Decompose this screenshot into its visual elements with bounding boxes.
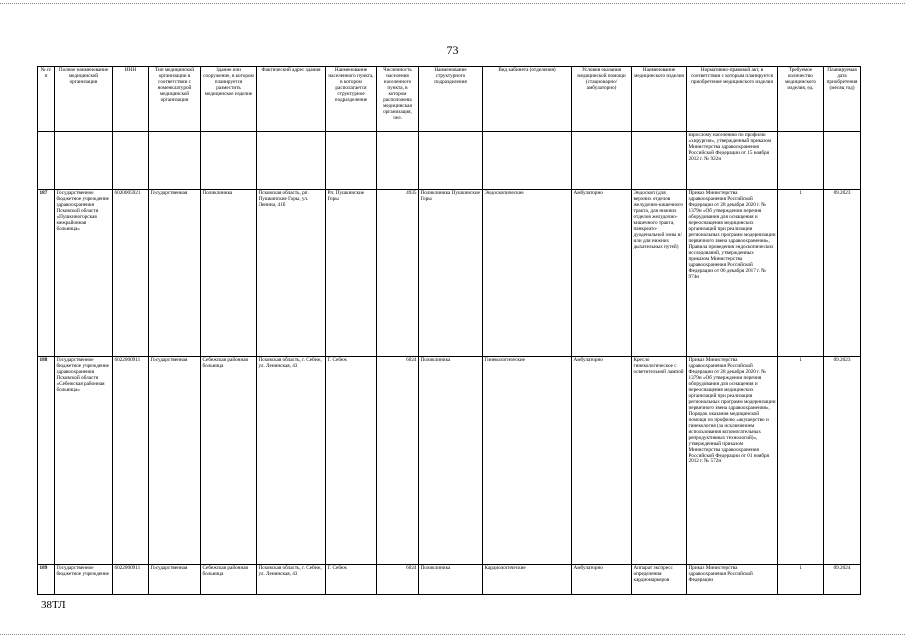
locality: Рп. Пушкинские Горы [326,190,377,357]
unit: Поликлиника [419,565,483,595]
table-row [38,190,861,357]
inn: 6022000911 [113,565,149,595]
conditions: Амбулаторно [572,565,632,595]
unit: Поликлиника Пушкинские Горы [419,190,483,357]
unit: Поликлиника [419,357,483,565]
cabinet: Гинекологические [483,357,572,565]
population: 6024 [377,357,419,565]
footer-code: 38ТЛ [41,599,66,611]
header-cell: № п/п [38,67,55,132]
address: Псковская область, рп. Пушкинские Горы, ул. Ленина, 41б [257,190,326,357]
locality: Г. Себеж [326,565,377,595]
table-row [38,565,861,595]
legal-act: Приказ Министерства здравоохранения Российской Федерации [687,565,778,595]
inn: 6022000911 [113,357,149,565]
device: Эндоскоп (для верхних отделов желудочно-кишечного тракта, для нижних отделов желудочно-кишечного тракта, панкреато-дуоденальной зоны и/или для нижних дыхательных путей) [632,190,687,357]
page-number: 73 [446,43,459,57]
header-cell: Полное наименование медицинской организации [55,67,113,132]
building: Поликлиника [201,190,257,357]
row-number: 187 [38,190,55,357]
building: Себежская районная больница [201,565,257,595]
purchase-date: 09.2024 [824,565,861,595]
org-name: Государственное бюджетное учреждение [55,565,113,595]
header-cell: Фактический адрес здания [257,67,326,132]
equipment-table [37,66,861,595]
continuation-row [38,132,861,190]
header-cell: Наименование населенного пункта, в котором располагается структурное подразделение [326,67,377,132]
header-row [38,67,861,132]
population: 6024 [377,565,419,595]
header-cell: Условия оказания медицинской помощи (стационарно/ амбулаторно) [572,67,632,132]
conditions: Амбулаторно [572,190,632,357]
org-type: Государственная [149,357,201,565]
header-cell: Численность населения населенного пункта, в котором расположена медицинская организация, чел. [377,67,419,132]
header-cell: Нормативно-правовой акт, в соответствии с которым планируется приобретение медицинского изделия [687,67,778,132]
address: Псковская область, г. Себеж, ул. Ленинская, 43 [257,565,326,595]
legal-act: Приказ Министерства здравоохранения Российской Федерации от 28 декабря 2020 г. № 1379н «Об утверждении перечня оборудования для оснащения и переоснащения медицинских организаций при реализации региональных программ модернизации первичного звена здравоохранения», Порядок оказания медицинской помощи по профилю «акушерство и гинекология (за исключением использования вспомогательных репродуктивных технологий)», утвержденный приказом Министерства здравоохранения Российской Федерации от 01 ноября 2012 г. № 572н [687,357,778,565]
device: Кресло гинекологическое с осветительной лампой [632,357,687,565]
header-cell: ИНН [113,67,149,132]
header-cell: Вид кабинета (отделения) [483,67,572,132]
org-type: Государственная [149,565,201,595]
header-cell: Планируемая дата приобретения (месяц год) [824,67,861,132]
building: Себежская районная больница [201,357,257,565]
header-cell: Требуемое количество медицинского изделия, ед. [778,67,824,132]
inn: 6020005921 [113,190,149,357]
purchase-date: 09.2023 [824,190,861,357]
legal-act: Приказ Министерства здравоохранения Российской Федерации от 28 декабря 2020 г. № 1379н «Об утверждении перечня оборудования для оснащения и переоснащения медицинских организаций при реализации региональных программ модернизации первичного звена здравоохранения», Правила проведения эндоскопических исследований, утвержденных приказом Министерства здравоохранения Российской Федерации от 06 декабря 2017 г. № 974н [687,190,778,357]
header-cell: Наименование структурного подразделения [419,67,483,132]
device: Аппарат экспресс определения кардиомаркеров [632,565,687,595]
scan-edge-bottom [0,634,905,636]
continuation-text: взрослому населению по профилю «хирургия», утвержденный приказом Министерства здравоохранения Российской Федерации от 15 ноября 2012 г. № 922н [687,132,778,190]
row-number: 188 [38,357,55,565]
locality: Г. Себеж [326,357,377,565]
org-name: Государственное бюджетное учреждение здравоохранения Псковской области «Пушкиногорская межрайонная больница» [55,190,113,357]
header-cell: Наименование медицинского изделия [632,67,687,132]
quantity: 1 [778,190,824,357]
row-number: 189 [38,565,55,595]
org-name: Государственное бюджетное учреждение здравоохранения Псковской области «Себежская районная больница» [55,357,113,565]
address: Псковская область, г. Себеж, ул. Ленинская, 43 [257,357,326,565]
cabinet: Эндоскопические [483,190,572,357]
header-cell: Здание или сооружение, в котором планируется разместить медицинское изделие [201,67,257,132]
quantity: 1 [778,565,824,595]
population: 4935 [377,190,419,357]
header-cell: Тип медицинской организации в соответствии с номенклатурой медицинской организации [149,67,201,132]
conditions: Амбулаторно [572,357,632,565]
cabinet: Кардиологические [483,565,572,595]
scan-edge-top [0,3,905,5]
org-type: Государственная [149,190,201,357]
purchase-date: 09.2023 [824,357,861,565]
table-row [38,357,861,565]
quantity: 1 [778,357,824,565]
